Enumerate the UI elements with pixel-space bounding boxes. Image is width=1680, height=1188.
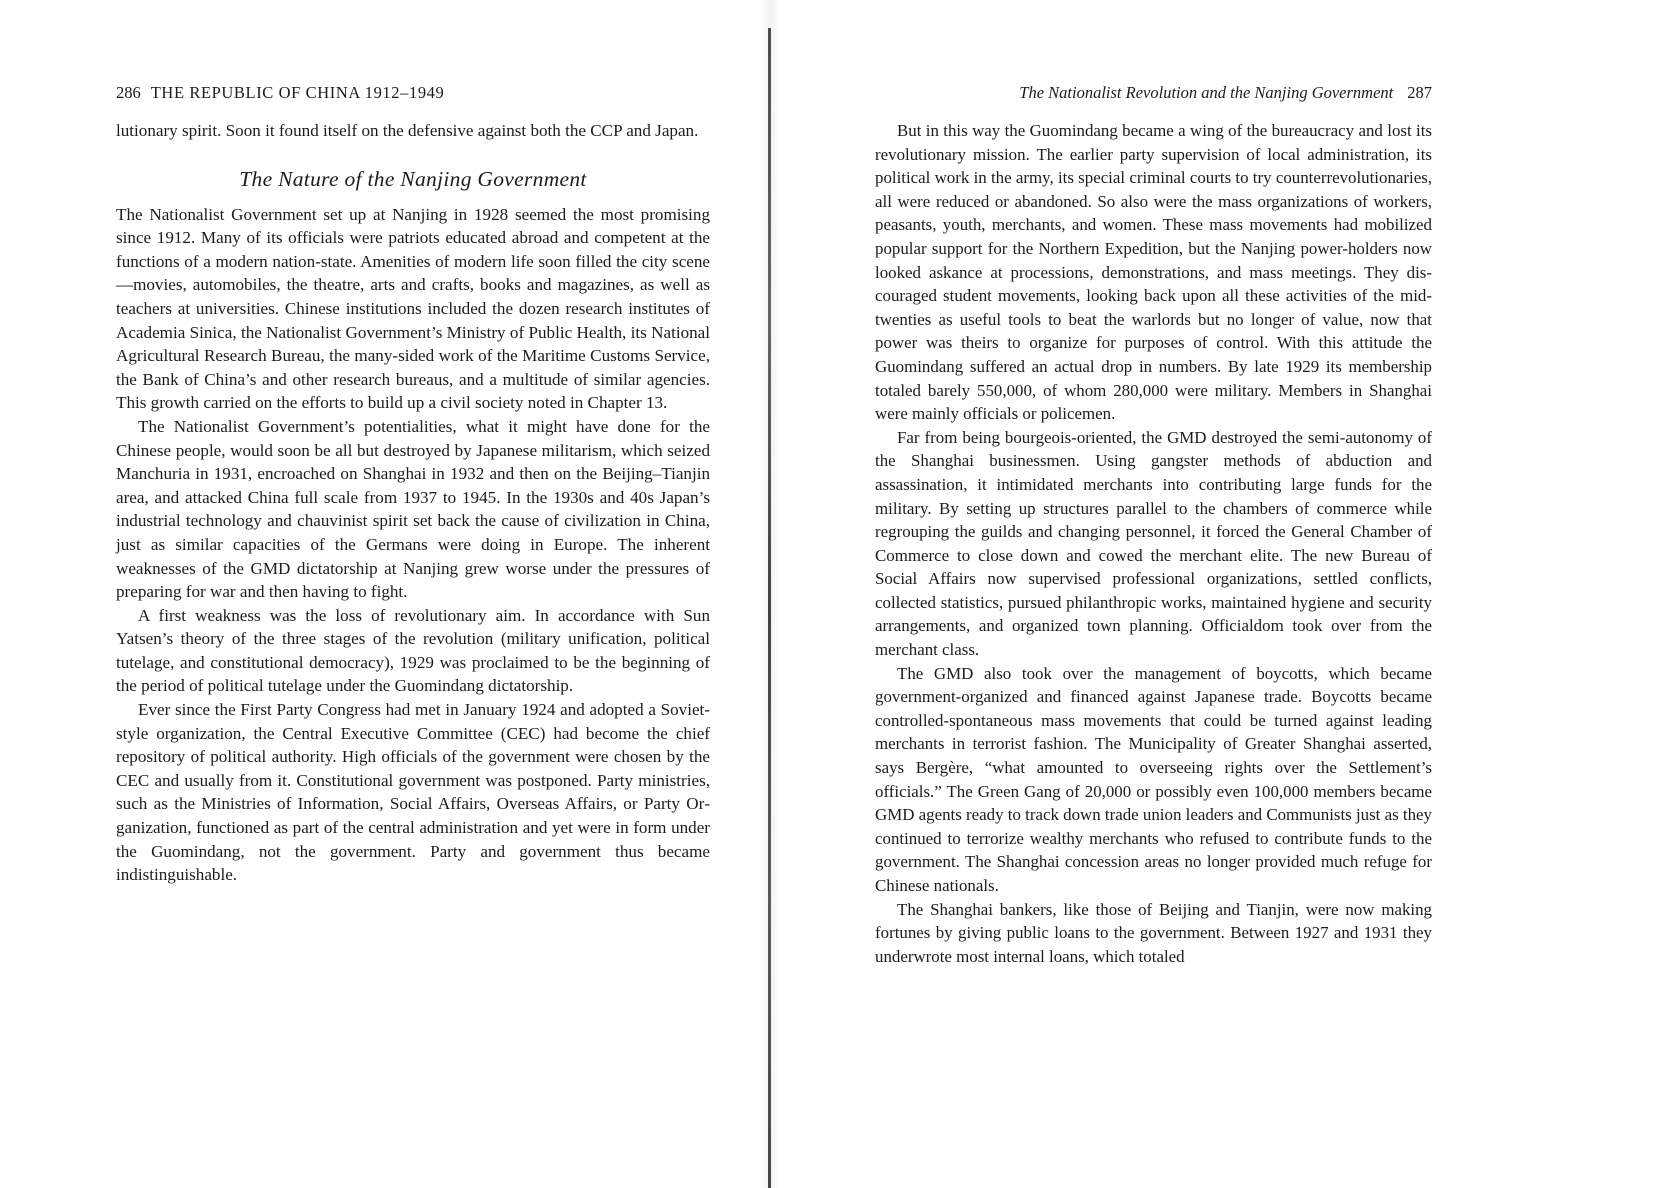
left-opening-paragraph: lutionary spirit. Soon it found itself on the defensive against both the CCP and Japan.	[116, 121, 699, 140]
right-paragraph-1: But in this way the Guomindang became a wing of the bureaucracy and lost its revolutionary mission. The earlier party supervision of local administration, its political work in the army, its special criminal courts to try counterrevolutionaries, all were reduced or abandoned. So also were the mass organizations of workers, peasants, youth, merchants, and women. These mass movements had mobilized popular support for the Northern Expedition, but the Nanjing power-holders now looked askance at processions, demonstrations, and mass meetings. They discouraged student movements, looking back upon all these activities of the mid-twenties as useful tools to beat the warlords but no longer of value, now that power was theirs to organize for purposes of control. With this attitude the Guomindang suffered an actual drop in numbers. By late 1929 its membership totaled barely 550,000, of whom 280,000 were military. Members in Shanghai were mainly officials or policemen.	[875, 121, 1432, 424]
right-paragraph-2: Far from being bourgeois-oriented, the GMD destroyed the semi-autonomy of the Shanghai businessmen. Using gangster methods of abduction and assassination, it intimidated merchants into contributing large funds for the military. By setting up structures parallel to the chambers of commerce while regrouping the guilds and changing personnel, it forced the General Chamber of Commerce to close down and cowed the merchant elite. The new Bureau of Social Affairs now supervised professional organizations, settled conflicts, collected statistics, pursued philanthropic works, maintained hygiene and security arrangements, and organized town planning. Officialdom took over from the merchant class.	[875, 427, 1432, 660]
left-paragraph-3: A first weakness was the loss of revolutionary aim. In accordance with Sun Yatsen’s theory of the three stages of the revolution (military unification, political tutelage, and constitutional democracy), 1929 was proclaimed to be the beginning of the period of political tutelage under the Guomindang dictatorship.	[116, 605, 710, 696]
book-spine-gutter	[768, 28, 771, 1188]
right-page-number: 287	[1407, 83, 1432, 102]
left-body-text	[116, 119, 710, 887]
left-paragraph-1: The Nationalist Government set up at Nanjing in 1928 seemed the most promising since 1912. Many of its officials were patriots educated abroad and competent at the functions of a modern nation-state. Amenities of modern life soon filled the city scene—movies, automobiles, the theatre, arts and crafts, books and magazines, as well as teachers at universities. Chinese institutions included the dozen research institutes of Academia Sinica, the Nationalist Government’s Ministry of Public Health, its National Agricultural Research Bureau, the many-sided work of the Maritime Customs Service, the Bank of China’s and other research bureaus, and a multitude of similar agencies. This growth carried on the efforts to build up a civil society noted in Chapter 13.	[116, 204, 710, 413]
left-paragraph-2: The Nationalist Government’s potentialities, what it might have done for the Chinese people, would soon be all but destroyed by Japanese militarism, which seized Manchuria in 1931, encroached on Shanghai in 1932 and then on the Beijing–Tianjin area, and attacked China full scale from 1937 to 1945. In the 1930s and 40s Japan’s industrial technology and chauvinist spirit set back the cause of civilization in China, just as similar capacities of the Germans were doing in Europe. The inherent weaknesses of the GMD dictatorship at Nanjing grew worse under the pressures of preparing for war and then having to fight.	[116, 416, 710, 602]
right-paragraph-4: The Shanghai bankers, like those of Beijing and Tianjin, were now making fortunes by giving public loans to the government. Between 1927 and 1931 they underwrote most internal loans, which totaled	[875, 899, 1432, 966]
left-page	[116, 0, 710, 1188]
right-page	[875, 0, 1432, 1188]
left-page-number: 286	[116, 83, 141, 102]
section-heading: The Nature of the Nanjing Government	[239, 166, 587, 191]
left-running-head	[116, 82, 710, 104]
right-paragraph-3: The GMD also took over the management of boycotts, which became government-organized and financed against Japanese trade. Boycotts became controlled-spontaneous mass movements that could be turned against leading merchants in terrorist fashion. The Municipality of Greater Shanghai asserted, says Bergère, “what amounted to overseeing rights over the Settlement’s officials.” The Green Gang of 20,000 or possibly even 100,000 members became GMD agents ready to track down trade union leaders and Communists just as they continued to terrorize wealthy merchants who refused to contribute funds to the government. The Shanghai concession areas no longer provided much refuge for Chinese nationals.	[875, 663, 1432, 895]
right-body-text	[875, 119, 1432, 968]
right-running-head	[875, 82, 1432, 104]
left-running-title: THE REPUBLIC OF CHINA 1912–1949	[150, 83, 445, 102]
right-running-title: The Nationalist Revolution and the Nanjing Government	[1019, 83, 1394, 102]
left-paragraph-4: Ever since the First Party Congress had met in January 1924 and adopted a Soviet-style organization, the Central Executive Committee (CEC) had become the chief repository of political authority. High officials of the government were chosen by the CEC and usually from it. Constitutional government was postponed. Party ministries, such as the Ministries of Information, Social Affairs, Overseas Affairs, or Party Organization, functioned as part of the central administration and yet were in form under the Guomindang, not the government. Party and government thus became indistinguishable.	[116, 700, 710, 885]
